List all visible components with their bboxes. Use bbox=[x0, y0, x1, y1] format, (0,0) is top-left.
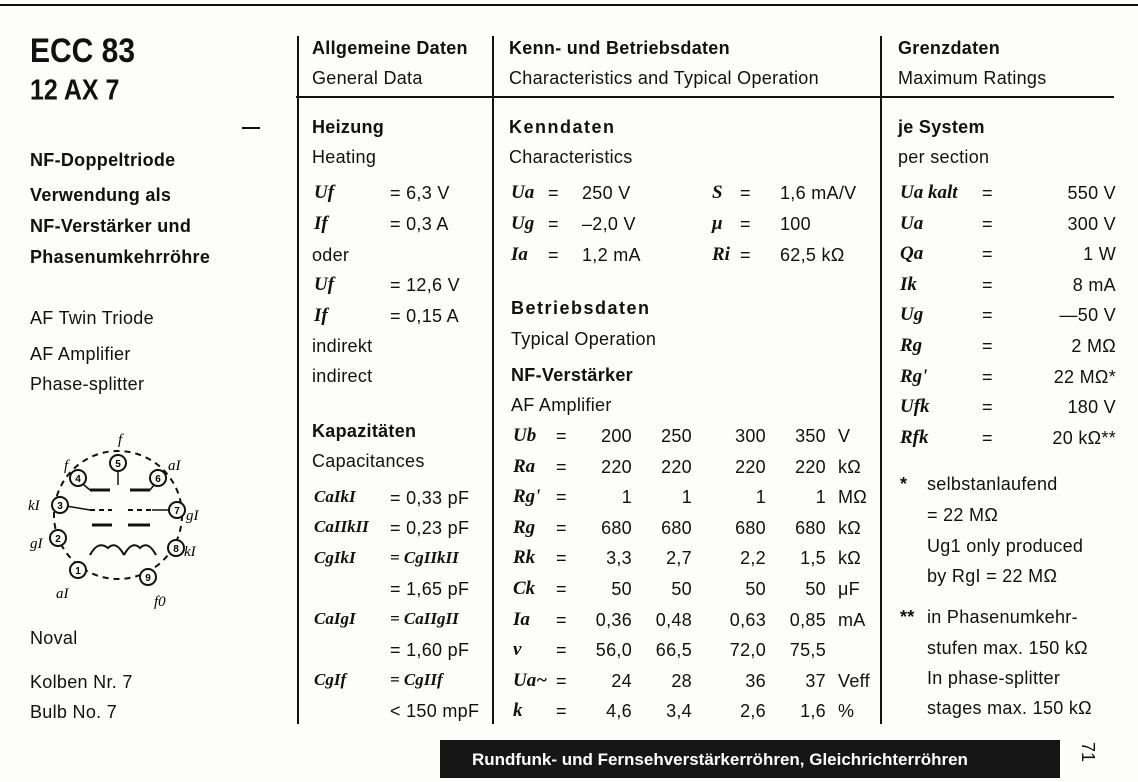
op-eq: = bbox=[556, 426, 567, 446]
bulb-label: Bulb No. 7 bbox=[30, 702, 118, 722]
op-cell: 56,0 bbox=[595, 640, 632, 661]
cap-val-5: = 1,60 pF bbox=[390, 640, 470, 660]
heating-en: Heating bbox=[312, 147, 377, 167]
page-number: 71 bbox=[1078, 742, 1098, 763]
kenn-eq2: = bbox=[740, 214, 751, 234]
op-cell: 72,0 bbox=[729, 640, 766, 661]
op-eq: = bbox=[556, 701, 567, 722]
op-cell: 2,2 bbox=[740, 548, 766, 569]
op-cell: 220 bbox=[735, 456, 766, 477]
divider-3 bbox=[880, 36, 882, 724]
op-cell: 220 bbox=[661, 456, 692, 477]
tube-subtitle: 12 AX 7 bbox=[30, 74, 120, 107]
oder-label: oder bbox=[312, 245, 350, 265]
op-cell: 66,5 bbox=[655, 640, 692, 661]
noval-label: Noval bbox=[30, 628, 78, 648]
max-value: 2 MΩ bbox=[1071, 336, 1116, 356]
desc-de-3: Phasenumkehrröhre bbox=[30, 247, 211, 267]
note2-mark: ** bbox=[900, 607, 915, 627]
heater-right bbox=[124, 545, 156, 555]
cap-val-2: = CgIIkII bbox=[390, 548, 459, 567]
max-value: —50 V bbox=[1059, 305, 1116, 326]
top-rule bbox=[0, 4, 1138, 6]
max-eq: = bbox=[982, 336, 993, 356]
header-rule bbox=[296, 96, 1114, 98]
desc-de-1: Verwendung als bbox=[30, 185, 172, 205]
max-symbol: Ua kalt bbox=[900, 182, 958, 203]
op-symbol: Ck bbox=[513, 578, 536, 599]
kenndaten-de: Kenndaten bbox=[509, 117, 616, 137]
max-eq: = bbox=[982, 274, 993, 295]
label-aI-bottom: aI bbox=[56, 586, 69, 602]
system-en: per section bbox=[898, 147, 990, 167]
uf2-value: = 12,6 V bbox=[390, 275, 460, 295]
system-de: je System bbox=[898, 117, 985, 137]
kenndaten-en: Characteristics bbox=[509, 147, 633, 167]
op-cell: 0,85 bbox=[789, 609, 826, 630]
op-cell: 37 bbox=[805, 670, 826, 691]
max-symbol: Qa bbox=[900, 243, 924, 265]
op-unit: kΩ bbox=[838, 548, 862, 569]
label-kI-left: kI bbox=[28, 498, 40, 514]
heating-de: Heizung bbox=[312, 117, 385, 137]
col2-header-de: Kenn- und Betriebsdaten bbox=[509, 38, 730, 58]
cap-sym-6: CgIf bbox=[314, 670, 347, 689]
op-symbol: Ia bbox=[513, 608, 530, 630]
op-cell: 1 bbox=[815, 487, 826, 508]
label-gI-left: gI bbox=[30, 536, 43, 552]
label-gI-right: gI bbox=[186, 508, 199, 524]
noval-pinout-diagram bbox=[20, 430, 200, 610]
pin-7: 7 bbox=[174, 506, 180, 517]
op-symbol: Rg bbox=[513, 516, 536, 538]
note1-line3: Ug1 only produced bbox=[927, 536, 1084, 556]
max-value: 300 V bbox=[1067, 213, 1116, 234]
pin-9: 9 bbox=[145, 573, 151, 584]
uf2-symbol: Uf bbox=[314, 274, 335, 295]
op-eq: = bbox=[556, 579, 567, 599]
uf1-symbol: Uf bbox=[314, 182, 335, 203]
op-cell: 1 bbox=[755, 487, 766, 508]
divider-1 bbox=[297, 36, 299, 724]
op-symbol: v bbox=[513, 639, 522, 661]
op-cell: 200 bbox=[601, 426, 632, 446]
op-cell: 1,5 bbox=[800, 548, 826, 569]
note2-line1: in Phasenumkehr- bbox=[927, 607, 1078, 627]
max-symbol: Ik bbox=[900, 273, 917, 295]
note1-line1: selbstanlaufend bbox=[927, 474, 1058, 494]
max-value: 20 kΩ** bbox=[1052, 427, 1116, 448]
op-eq: = bbox=[556, 609, 567, 630]
op-eq: = bbox=[556, 517, 567, 538]
kenn-sym2: μ bbox=[712, 213, 723, 234]
cap-sym-2: CgIkI bbox=[314, 548, 356, 567]
op-cell: 3,4 bbox=[666, 701, 692, 722]
label-kI-right: kI bbox=[184, 544, 196, 560]
kenn-val2: 1,6 mA/V bbox=[780, 183, 857, 203]
desc-en-2: Phase-splitter bbox=[30, 374, 145, 394]
col3-header-en: Maximum Ratings bbox=[898, 68, 1047, 88]
op-cell: 50 bbox=[805, 579, 826, 599]
cap-sym-1: CaIIkII bbox=[314, 517, 369, 536]
op-cell: 75,5 bbox=[789, 640, 826, 661]
pin-3: 3 bbox=[57, 501, 63, 512]
max-value: 550 V bbox=[1067, 183, 1116, 203]
desc-de-2: NF-Verstärker und bbox=[30, 216, 192, 236]
kenn-eq2: = bbox=[740, 245, 751, 265]
op-cell: 4,6 bbox=[606, 701, 632, 722]
betriebsdaten-en: Typical Operation bbox=[511, 329, 657, 349]
op-cell: 50 bbox=[611, 579, 632, 599]
capacitances-de: Kapazitäten bbox=[312, 421, 417, 441]
note1-line4: by RgI = 22 MΩ bbox=[927, 566, 1058, 586]
op-cell: 680 bbox=[601, 517, 632, 538]
op-cell: 2,6 bbox=[740, 701, 766, 722]
max-value: 180 V bbox=[1067, 397, 1116, 418]
max-eq: = bbox=[982, 213, 993, 234]
indirekt-label: indirekt bbox=[312, 336, 373, 356]
op-symbol: Ub bbox=[513, 425, 537, 446]
op-eq: = bbox=[556, 548, 567, 569]
desc-de-0: NF-Doppeltriode bbox=[30, 150, 176, 170]
op-cell: 0,48 bbox=[655, 609, 692, 630]
kenn-val1: 250 V bbox=[582, 183, 631, 203]
max-symbol: Rfk bbox=[900, 426, 929, 448]
cap-val-3: = 1,65 pF bbox=[390, 579, 470, 599]
note2-line2: stufen max. 150 kΩ bbox=[927, 638, 1088, 658]
if2-value: = 0,15 A bbox=[390, 306, 459, 326]
op-cell: 1 bbox=[681, 487, 692, 508]
max-eq: = bbox=[982, 366, 993, 387]
note2-line3: In phase-splitter bbox=[927, 668, 1061, 688]
kenn-sym1: Ia bbox=[511, 244, 528, 265]
capacitances-en: Capacitances bbox=[312, 451, 425, 471]
label-aI-top: aI bbox=[168, 458, 181, 474]
footer-banner-text: Rundfunk- und Fernsehverstärkerröhren, Gleichrichterröhren bbox=[472, 750, 968, 769]
kenn-val2: 62,5 kΩ bbox=[780, 245, 845, 265]
op-eq: = bbox=[556, 670, 567, 691]
op-cell: 300 bbox=[735, 426, 766, 446]
op-cell: 24 bbox=[611, 670, 632, 691]
desc-en-1: AF Amplifier bbox=[30, 344, 131, 364]
kolben-label: Kolben Nr. 7 bbox=[30, 672, 133, 692]
if1-value: = 0,3 A bbox=[390, 214, 449, 234]
cap-val-4: = CaIIgII bbox=[390, 609, 459, 628]
op-cell: 50 bbox=[671, 579, 692, 599]
note2-line4: stages max. 150 kΩ bbox=[927, 698, 1092, 718]
kenn-eq2: = bbox=[740, 183, 751, 203]
max-symbol: Rg' bbox=[900, 365, 928, 387]
kenn-eq1: = bbox=[548, 183, 559, 203]
desc-en-0: AF Twin Triode bbox=[30, 308, 154, 328]
op-cell: 1 bbox=[621, 487, 632, 508]
col1-header-de: Allgemeine Daten bbox=[312, 38, 468, 58]
kenn-sym2: S bbox=[712, 182, 723, 203]
tube-title: ECC 83 bbox=[30, 32, 136, 70]
label-f0: f0 bbox=[154, 594, 166, 610]
op-eq: = bbox=[556, 487, 567, 508]
op-cell: 680 bbox=[795, 517, 826, 538]
op-cell: 2,7 bbox=[666, 548, 692, 569]
max-value: 1 W bbox=[1083, 244, 1116, 265]
max-eq: = bbox=[982, 305, 993, 326]
note1-line2: = 22 MΩ bbox=[927, 505, 999, 525]
max-eq: = bbox=[982, 183, 993, 203]
max-symbol: Ufk bbox=[900, 396, 930, 418]
op-cell: 0,63 bbox=[729, 609, 766, 630]
nf-verstaerker-de: NF-Verstärker bbox=[511, 365, 633, 385]
op-unit: Veff bbox=[838, 670, 870, 691]
op-cell: 220 bbox=[601, 456, 632, 477]
max-eq: = bbox=[982, 427, 993, 448]
kenn-sym1: Ug bbox=[511, 213, 535, 234]
mark-dash bbox=[242, 127, 260, 129]
op-cell: 0,36 bbox=[595, 609, 632, 630]
note1-mark: * bbox=[900, 474, 908, 494]
kenn-eq1: = bbox=[548, 214, 559, 234]
op-cell: 350 bbox=[795, 426, 826, 446]
col2-header-en: Characteristics and Typical Operation bbox=[509, 68, 819, 88]
pin-8: 8 bbox=[173, 544, 179, 555]
op-unit: kΩ bbox=[838, 456, 862, 477]
indirect-label: indirect bbox=[312, 366, 373, 386]
kenn-val1: –2,0 V bbox=[582, 214, 636, 234]
if1-symbol: If bbox=[314, 213, 328, 234]
op-eq: = bbox=[556, 640, 567, 661]
pin-6: 6 bbox=[155, 474, 161, 485]
kenn-val2: 100 bbox=[780, 214, 811, 234]
op-unit: mA bbox=[838, 609, 866, 630]
max-eq: = bbox=[982, 244, 993, 265]
cap-val-1: = 0,23 pF bbox=[390, 518, 470, 538]
max-symbol: Ug bbox=[900, 304, 924, 326]
op-unit: kΩ bbox=[838, 517, 862, 538]
op-cell: 680 bbox=[735, 517, 766, 538]
op-symbol: Ua~ bbox=[513, 669, 548, 691]
op-cell: 36 bbox=[745, 670, 766, 691]
max-eq: = bbox=[982, 397, 993, 418]
betriebsdaten-de: Betriebsdaten bbox=[511, 298, 651, 318]
kenn-sym1: Ua bbox=[511, 182, 535, 203]
cap-sym-0: CaIkI bbox=[314, 487, 356, 506]
if2-symbol: If bbox=[314, 305, 328, 326]
pin-4: 4 bbox=[75, 474, 81, 485]
cap-val-7: < 150 mpF bbox=[390, 701, 480, 721]
max-symbol: Rg bbox=[900, 335, 923, 356]
op-unit: % bbox=[838, 701, 855, 722]
divider-2 bbox=[492, 36, 494, 724]
max-value: 22 MΩ* bbox=[1053, 366, 1116, 387]
cap-sym-4: CaIgI bbox=[314, 609, 356, 628]
pin-2: 2 bbox=[55, 534, 61, 545]
kenn-eq1: = bbox=[548, 245, 559, 265]
op-cell: 3,3 bbox=[606, 548, 632, 569]
op-cell: 250 bbox=[661, 426, 692, 446]
op-cell: 1,6 bbox=[800, 701, 826, 722]
kenn-val1: 1,2 mA bbox=[582, 245, 641, 265]
op-symbol: Ra bbox=[513, 455, 536, 477]
op-symbol: k bbox=[513, 700, 523, 722]
pin-1: 1 bbox=[75, 566, 81, 577]
max-symbol: Ua bbox=[900, 212, 924, 234]
pin-5: 5 bbox=[115, 459, 121, 470]
op-unit: MΩ bbox=[838, 487, 868, 508]
cap-val-6: = CgIIf bbox=[390, 670, 443, 689]
op-cell: 50 bbox=[745, 579, 766, 599]
max-value: 8 mA bbox=[1072, 274, 1116, 295]
op-cell: 28 bbox=[671, 670, 692, 691]
label-f-top2: f bbox=[118, 432, 123, 448]
col1-header-en: General Data bbox=[312, 68, 423, 88]
col3-header-de: Grenzdaten bbox=[898, 38, 1001, 58]
op-cell: 680 bbox=[661, 517, 692, 538]
nf-verstaerker-en: AF Amplifier bbox=[511, 395, 612, 415]
op-symbol: Rk bbox=[513, 547, 536, 569]
op-cell: 220 bbox=[795, 456, 826, 477]
uf1-value: = 6,3 V bbox=[390, 183, 450, 203]
op-unit: μF bbox=[838, 579, 860, 599]
heater-left bbox=[90, 545, 124, 555]
op-unit: V bbox=[838, 426, 851, 446]
label-f-top: f bbox=[64, 458, 69, 474]
op-eq: = bbox=[556, 456, 567, 477]
kenn-sym2: Ri bbox=[712, 244, 730, 265]
op-symbol: Rg' bbox=[513, 486, 541, 508]
cap-val-0: = 0,33 pF bbox=[390, 488, 470, 508]
